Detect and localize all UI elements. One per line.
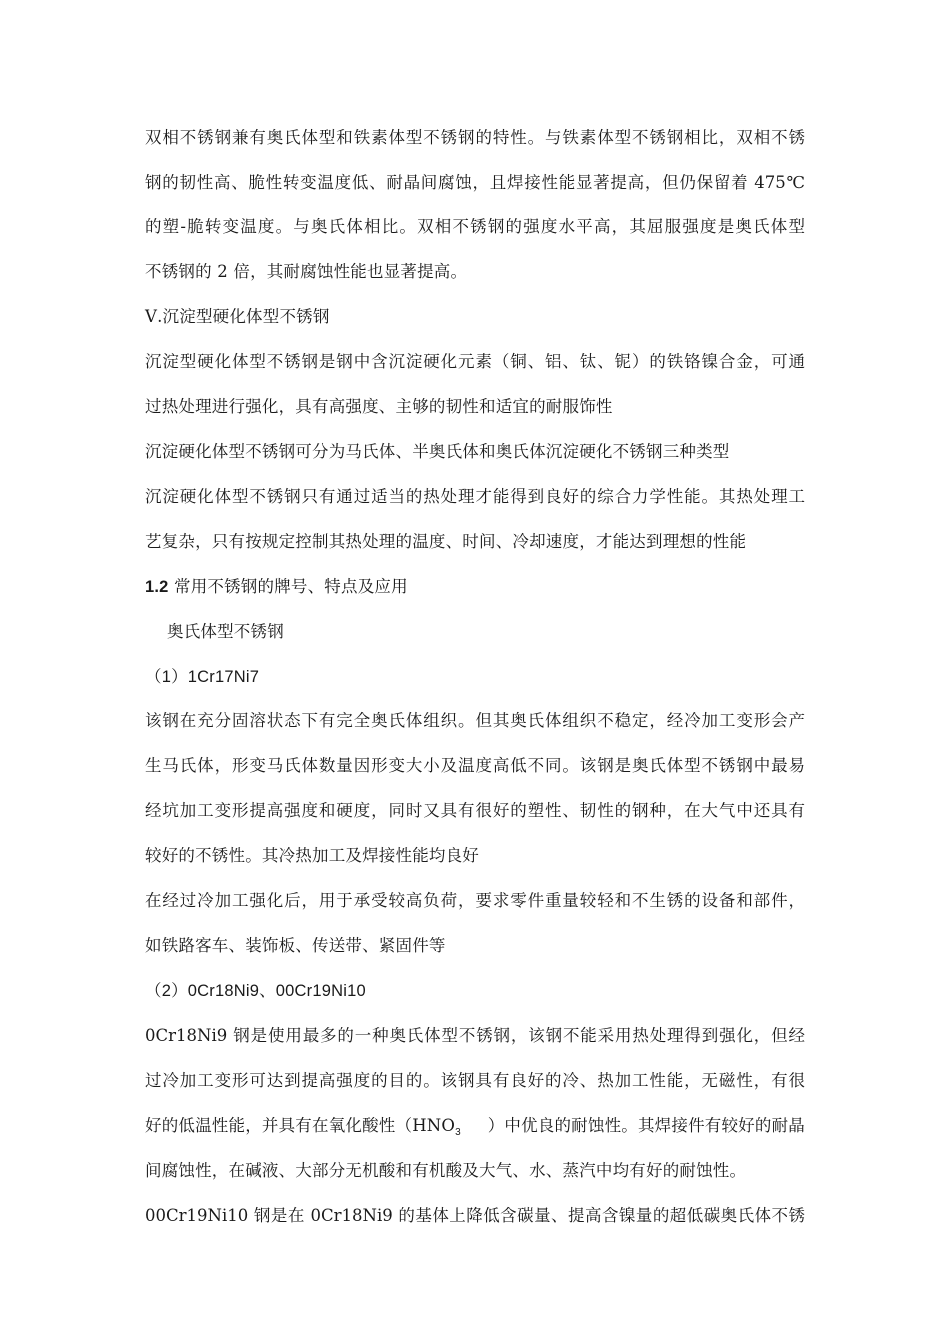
paragraph-line: 的塑-脆转变温度。与奥氏体相比。双相不锈钢的强度水平高，其屈服强度是奥氏体型 [145,217,805,236]
section-number: 1.2 [145,578,169,596]
paragraph-line: 过冷加工变形可达到提高强度的目的。该钢具有良好的冷、热加工性能，无磁性，有很 [145,1071,805,1090]
paragraph-line [145,1115,805,1137]
line-part: ）中优良的耐蚀性。其焊接件有较好的耐晶 [487,1116,805,1135]
paragraph-line: 较好的不锈性。其冷热加工及焊接性能均良好 [145,846,479,865]
paragraph-line: 艺复杂，只有按规定控制其热处理的温度、时间、冷却速度，才能达到理想的性能 [145,532,747,551]
item-heading: （2）0Cr18Ni9、00Cr19Ni10 [145,982,366,1000]
subscript: 3 [455,1127,461,1138]
item-heading: （1）1Cr17Ni7 [145,668,260,686]
paragraph-line: 在经过冷加工强化后，用于承受较高负荷，要求零件重量较轻和不生锈的设备和部件， [145,891,805,910]
paragraph-line: 钢的韧性高、脆性转变温度低、耐晶间腐蚀，且焊接性能显著提高，但仍保留着 475℃ [145,173,805,192]
paragraph-line: 生马氏体，形变马氏体数量因形变大小及温度高低不同。该钢是奥氏体型不锈钢中最易 [145,756,805,775]
paragraph-line: 该钢在充分固溶状态下有完全奥氏体组织。但其奥氏体组织不稳定，经冷加工变形会产 [145,711,805,730]
section-heading: Ⅴ.沉淀型硬化体型不锈钢 [145,307,330,326]
paragraph-line: 如铁路客车、装饰板、传送带、紧固件等 [145,936,446,955]
subsection-heading: 奥氏体型不锈钢 [167,622,284,641]
section-title: 常用不锈钢的牌号、特点及应用 [174,577,408,596]
paragraph-line: 双相不锈钢兼有奥氏体型和铁素体型不锈钢的特性。与铁素体型不锈钢相比，双相不锈 [145,128,805,147]
paragraph-line: 沉淀硬化体型不锈钢只有通过适当的热处理才能得到良好的综合力学性能。其热处理工 [145,487,805,506]
paragraph-line: 0Cr18Ni9 钢是使用最多的一种奥氏体型不锈钢，该钢不能采用热处理得到强化，但经 [145,1026,805,1045]
paragraph-line: 间腐蚀性，在碱液、大部分无机酸和有机酸及大气、水、蒸汽中均有好的耐蚀性。 [145,1161,747,1180]
paragraph-line: 不锈钢的 2 倍，其耐腐蚀性能也显著提高。 [145,262,468,281]
paragraph-line: 经坑加工变形提高强度和硬度，同时又具有很好的塑性、韧性的钢种，在大气中还具有 [145,801,805,820]
section-heading [145,576,408,598]
paragraph-line: 沉淀型硬化体型不锈钢是钢中含沉淀硬化元素（铜、铝、钛、铌）的铁铬镍合金，可通 [145,352,805,371]
paragraph-line: 过热处理进行强化，具有高强度、主够的韧性和适宜的耐服饰性 [145,397,613,416]
paragraph-line: 00Cr19Ni10 钢是在 0Cr18Ni9 的基体上降低含碳量、提高含镍量的超低碳奥氏体不锈 [145,1206,805,1225]
paragraph-line: 沉淀硬化体型不锈钢可分为马氏体、半奥氏体和奥氏体沉淀硬化不锈钢三种类型 [145,442,730,461]
line-part: 好的低温性能，并具有在氧化酸性（$HNO_3$ [145,1116,461,1138]
